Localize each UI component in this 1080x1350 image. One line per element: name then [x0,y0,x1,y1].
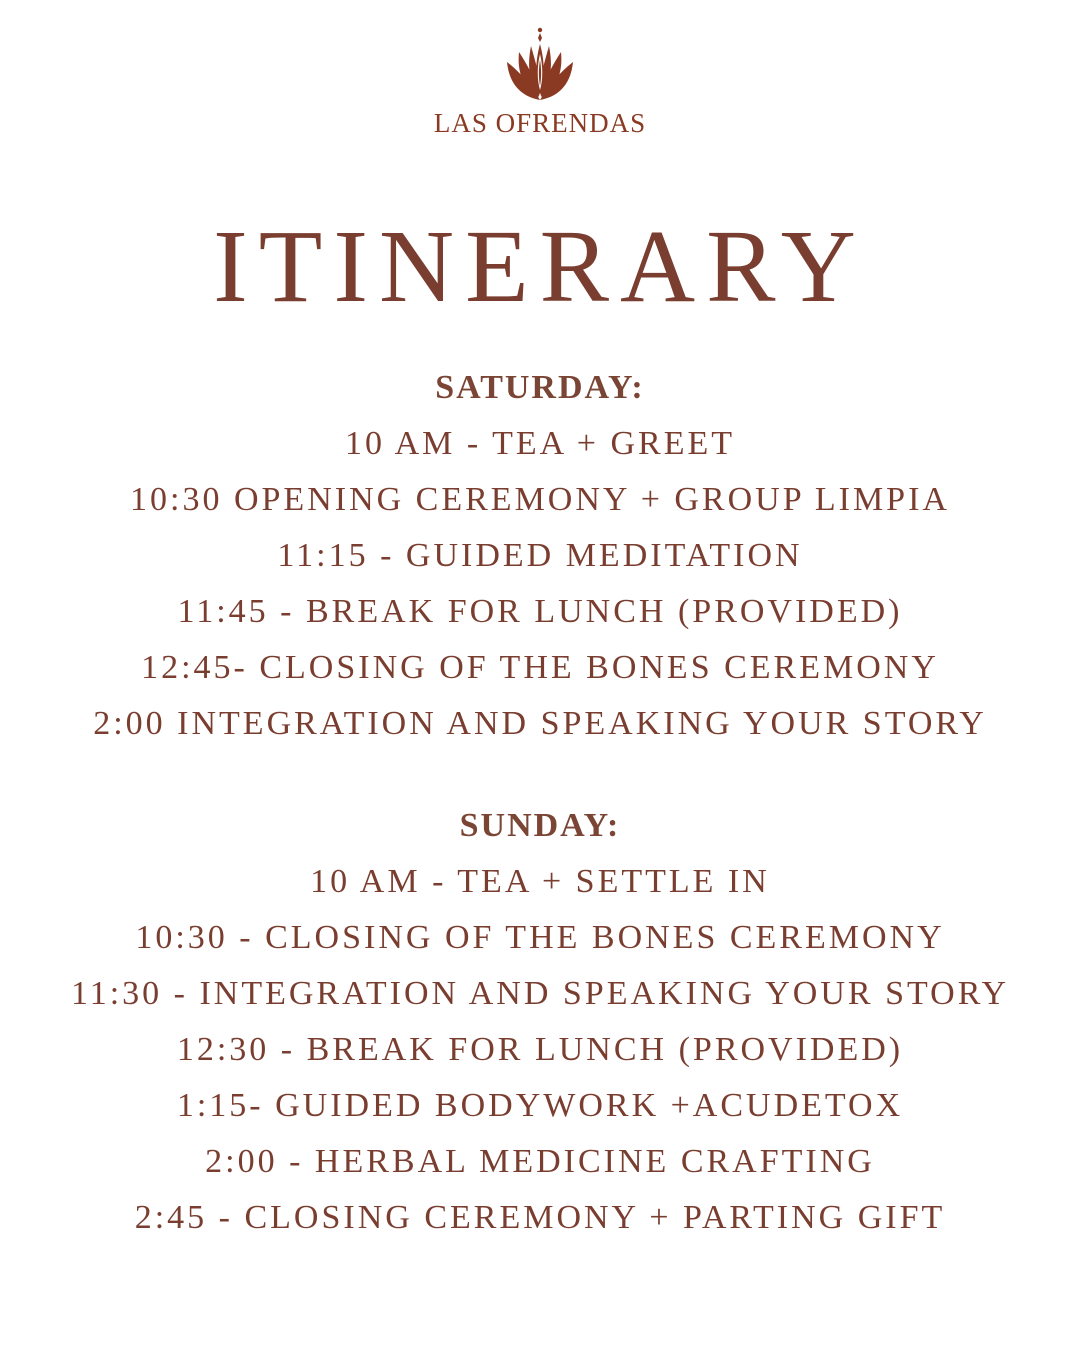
schedule-item: 11:30 - INTEGRATION AND SPEAKING YOUR STORY [70,975,1010,1012]
schedule-item: 10 AM - TEA + SETTLE IN [310,863,770,900]
schedule-item: 2:45 - CLOSING CEREMONY + PARTING GIFT [134,1199,946,1236]
brand-name: LAS OFRENDAS [433,108,647,138]
sunday-schedule [0,854,1080,1246]
sunday-section [0,798,1080,1246]
schedule-item: 12:45- CLOSING OF THE BONES CEREMONY [141,649,939,686]
saturday-schedule [0,416,1080,752]
schedule-item: 11:15 - GUIDED MEDITATION [277,537,803,574]
schedule-item: 10:30 - CLOSING OF THE BONES CEREMONY [135,919,945,956]
schedule-item: 12:30 - BREAK FOR LUNCH (PROVIDED) [176,1031,904,1068]
schedule-item: 2:00 INTEGRATION AND SPEAKING YOUR STORY [93,705,987,742]
saturday-section [0,360,1080,752]
schedule-item: 11:45 - BREAK FOR LUNCH (PROVIDED) [177,593,903,630]
schedule-item: 10:30 OPENING CEREMONY + GROUP LIMPIA [130,481,950,518]
schedule-item: 10 AM - TEA + GREET [344,425,736,462]
brand-logo [0,26,1080,139]
page-title: ITINERARY [213,209,867,324]
schedule-item: 2:00 - HERBAL MEDICINE CRAFTING [205,1143,875,1180]
lotus-icon [505,26,575,102]
saturday-heading: SATURDAY: [435,369,645,406]
schedule-item: 1:15- GUIDED BODYWORK +ACUDETOX [176,1087,904,1124]
sunday-heading: SUNDAY: [459,807,621,844]
